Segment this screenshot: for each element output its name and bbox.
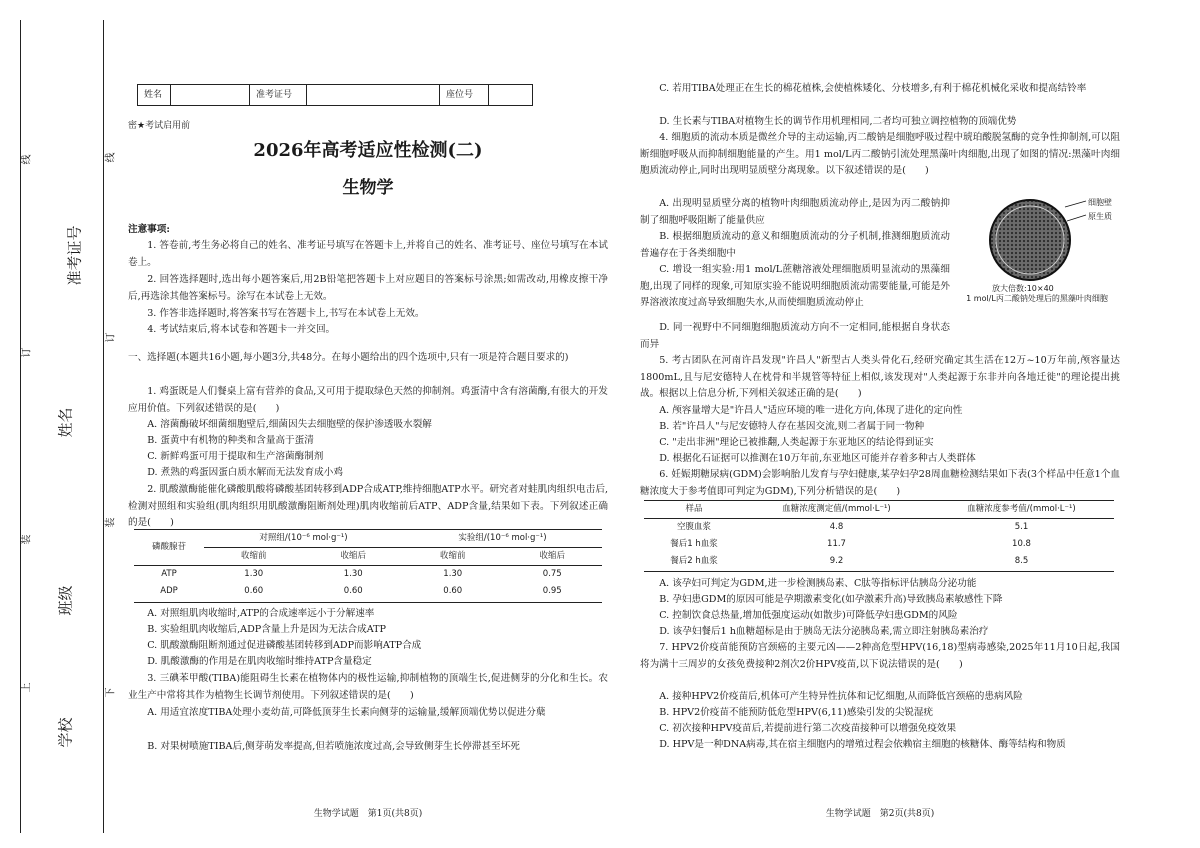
- note-4: 4. 考试结束后,将本试卷和答题卡一并交回。: [147, 324, 336, 335]
- margin-line-inner: [103, 20, 104, 833]
- q4-option-a: A. 出现明显质壁分离的植物叶肉细胞质流动停止,是因为丙二酸钠抑制了细胞呼吸阻断了能量供应: [640, 198, 950, 226]
- subject-title: 生物学: [342, 178, 394, 198]
- q5-option-d: D. 根据化石证据可以推测在10万年前,东亚地区可能并存着多种古人类群体: [659, 453, 976, 464]
- q6-table: [644, 501, 1114, 570]
- table-cell: 1.30: [244, 569, 264, 580]
- q6-option-c: C. 控制饮食总热量,增加低强度运动(如散步)可降低孕妇患GDM的风险: [659, 610, 958, 621]
- exam-no-field: [307, 85, 440, 106]
- q1-option-a: A. 溶菌酶破坏细菌细胞壁后,细菌因失去细胞壁的保护渗透吸水裂解: [147, 419, 432, 430]
- margin-label-exam-no: 准考证号: [65, 225, 84, 286]
- q7-stem: 7. HPV2价疫苗能预防宫颈癌的主要元凶——2种高危型HPV(16,18)型病毒感染,2025年11月10日起,我国将为满十三周岁的女孩免费接种2剂次2价HPV疫苗,以下说法错误的是( ): [640, 642, 1120, 670]
- q7-option-b: B. HPV2价疫苗不能预防低危型HPV(6,11)感染引发的尖锐湿疣: [659, 707, 934, 718]
- table-row: [644, 553, 1114, 570]
- q2-option-d: D. 肌酸激酶的作用是在肌肉收缩时维持ATP含量稳定: [147, 656, 372, 667]
- note-2: 2. 回答选择题时,选出每小题答案后,用2B铅笔把答题卡上对应题目的答案标号涂黑;如需改动,用橡皮擦干净后,再选涂其他答案标号。涂写在本试卷上无效。: [128, 274, 608, 302]
- table-cell: 4.8: [829, 522, 844, 533]
- q1-option-c: C. 新鲜鸡蛋可用于提取和生产溶菌酶制剂: [147, 451, 324, 462]
- name-field: [171, 85, 250, 106]
- q6-table-bottom-rule: [644, 571, 1114, 572]
- figure-label-protoplast: 原生质: [1088, 212, 1112, 221]
- q7-option-a: A. 接种HPV2价疫苗后,机体可产生特异性抗体和记忆细胞,从而降低宫颈癌的患病风险: [659, 691, 1023, 702]
- q1-option-d: D. 煮熟的鸡蛋因蛋白质水解而无法发育成小鸡: [147, 467, 343, 478]
- q2-option-b: B. 实验组肌肉收缩后,ADP含量上升是因为无法合成ATP: [147, 624, 386, 635]
- q2-th-control: 对照组/(10⁻⁶ mol·g⁻¹): [204, 530, 403, 548]
- q6-stem: 6. 妊娠期糖尿病(GDM)会影响胎儿发育与孕妇健康,某孕妇孕28周血糖检测结果如下表(3个样品中任意1个血糖浓度大于参考值即可判定为GDM),下列分析错误的是( ): [640, 469, 1120, 497]
- figure-magnification: 放大倍数:10×40: [992, 284, 1054, 293]
- q7-option-c: C. 初次接种HPV疫苗后,若提前进行第二次疫苗接种可以增强免疫效果: [659, 723, 957, 734]
- q6-option-d: D. 该孕妇餐后1 h血糖超标是由于胰岛无法分泌胰岛素,需立即注射胰岛素治疗: [659, 626, 989, 637]
- page-1-footer: 生物学试题 第1页(共8页): [313, 809, 423, 819]
- table-cell: 0.60: [244, 586, 264, 597]
- table-cell: 1.30: [443, 569, 463, 580]
- q5-option-c: C. "走出非洲"理论已被推翻,人类起源于东亚地区的结论得到证实: [659, 437, 934, 448]
- exam-page-1: [128, 0, 608, 848]
- exam-title: 2026年高考适应性检测(二): [253, 140, 483, 161]
- margin-label-bind: 订: [21, 347, 33, 358]
- q2-table-bottom-rule: [134, 602, 602, 603]
- q4-cell-figure: [966, 195, 1120, 320]
- q2-table: [134, 530, 602, 600]
- seat-label: 座位号: [440, 85, 489, 106]
- q2-th-exp-before: 收缩前: [439, 551, 466, 562]
- note-3: 3. 作答非选择题时,将答案书写在答题卡上,书写在本试卷上无效。: [147, 308, 425, 319]
- candidate-info-box: [137, 84, 533, 106]
- margin-label-up: 上: [21, 682, 33, 693]
- q2-stem: 2. 肌酸激酶能催化磷酸肌酸将磷酸基团转移到ADP合成ATP,维持细胞ATP水平。研究者对蛙肌肉组织电击后,检测对照组和实验组(肌肉组织用肌酸激酶阻断剂处理)肌肉收缩前后ATP、ADP含量,结果如下表。下列叙述正确的是( ): [128, 484, 608, 529]
- figure-caption: 1 mol/L丙二酸钠处理后的黑藻叶肉细胞: [966, 294, 1108, 303]
- margin-label-bind-inner: 订: [105, 332, 117, 343]
- table-row: [644, 536, 1114, 553]
- q2-row-label: ATP: [161, 569, 177, 580]
- q6-option-b: B. 孕妇患GDM的原因可能是孕期激素变化(如孕激素升高)导致胰岛素敏感性下降: [659, 594, 1003, 605]
- section-heading: 一、选择题(本题共16小题,每小题3分,共48分。在每小题给出的四个选项中,只有一项是符合题目要求的): [128, 352, 569, 363]
- figure-label-cell-wall: 细胞壁: [1088, 198, 1112, 207]
- margin-line-outer: [20, 20, 21, 833]
- margin-label-class: 班级: [56, 585, 75, 616]
- margin-label-line-inner: 线: [105, 152, 117, 163]
- table-row: [134, 566, 602, 584]
- q3-stem: 3. 三碘苯甲酸(TIBA)能阻碍生长素在植物体内的极性运输,抑制植物的顶端生长,促进侧芽的分化和生长。农业生产中常将其作为植物生长调节剂使用。下列叙述错误的是( ): [128, 673, 608, 701]
- table-row: [134, 583, 602, 600]
- q6-row-label: 空腹血浆: [676, 522, 711, 533]
- q6-th-measured: 血糖浓度测定值/(mmol·L⁻¹): [782, 504, 891, 515]
- table-cell: 0.60: [343, 586, 363, 597]
- table-cell: 11.7: [827, 539, 846, 550]
- margin-label-school: 学校: [56, 717, 75, 748]
- q4-option-c: C. 增设一组实验:用1 mol/L蔗糖溶液处理细胞质明显流动的黑藻细胞,出现了同样的现象,可知原实验不能说明细胞质流动需要能量,可能是外界溶液浓度过高导致细胞失水,从而使细胞质流动停止: [640, 264, 950, 309]
- q3-option-b: B. 对果树喷施TIBA后,侧芽萌发率提高,但若喷施浓度过高,会导致侧芽生长停滞甚至坏死: [147, 741, 520, 752]
- note-1: 1. 答卷前,考生务必将自己的姓名、准考证号填写在答题卡上,并将自己的姓名、准考证号、座位号填写在本试卷上。: [128, 240, 608, 268]
- q6-row-label: 餐后2 h血浆: [670, 556, 718, 567]
- q3-option-c: C. 若用TIBA处理正在生长的棉花植株,会使植株矮化、分枝增多,有利于棉花机械化采收和提高结铃率: [659, 83, 1087, 94]
- q2-th-exp-after: 收缩后: [539, 551, 565, 562]
- name-label: 姓名: [138, 85, 171, 106]
- table-cell: 1.30: [343, 569, 363, 580]
- q5-option-b: B. 若"许昌人"与尼安德特人存在基因交流,则二者属于同一物种: [659, 421, 925, 432]
- margin-label-line: 线: [21, 154, 33, 165]
- q4-stem: 4. 细胞质的流动本质是微丝介导的主动运输,丙二酸钠是细胞呼吸过程中琥珀酸脱氢酶的竞争性抑制剂,可以阻断细胞呼吸从而抑制细胞能量的产生。用1 mol/L丙二酸钠引流处理黑藻叶肉细胞,出现了如图的情况:黑藻叶肉细胞质流动停止,同时出现明显质壁分离现象。以下叙述错误的是( ): [640, 132, 1120, 177]
- q2-option-a: A. 对照组肌肉收缩时,ATP的合成速率远小于分解速率: [147, 608, 375, 619]
- margin-label-seal: 装: [21, 534, 33, 545]
- exam-no-label: 准考证号: [250, 85, 307, 106]
- binding-margin: [0, 0, 125, 848]
- q6-th-sample: 样品: [685, 504, 703, 515]
- q6-option-a: A. 该孕妇可判定为GDM,进一步检测胰岛素、C肽等指标评估胰岛分泌功能: [659, 578, 977, 589]
- table-row: [644, 519, 1114, 537]
- table-cell: 0.60: [443, 586, 463, 597]
- q2-th-experimental: 实验组/(10⁻⁶ mol·g⁻¹): [403, 530, 602, 548]
- q6-row-label: 餐后1 h血浆: [670, 539, 718, 550]
- q2-row-label: ADP: [160, 586, 178, 597]
- table-cell: 0.75: [542, 569, 562, 580]
- table-cell: 9.2: [829, 556, 844, 567]
- table-cell: 8.5: [1014, 556, 1029, 567]
- margin-label-down: 下: [105, 687, 117, 698]
- table-cell: 10.8: [1012, 539, 1031, 550]
- q5-stem: 5. 考古团队在河南许昌发现"许昌人"新型古人类头骨化石,经研究确定其生活在12万~10万年前,颅容量达1800mL,且与尼安德特人在枕骨和半规管等特征上相似,该发现对"人类起源于东非并向各地迁徙"的理论提出挑战。根据以上信息分析,下列相关叙述正确的是( ): [640, 355, 1120, 400]
- seat-field: [489, 85, 533, 106]
- margin-label-seal-inner: 装: [105, 517, 117, 528]
- table-cell: 0.95: [542, 586, 562, 597]
- q1-option-b: B. 蛋黄中有机物的种类和含量高于蛋清: [147, 435, 314, 446]
- q1-stem: 1. 鸡蛋既是人们餐桌上富有营养的食品,又可用于提取绿色天然的抑制剂。鸡蛋清中含有溶菌酶,有很大的开发应用价值。下列叙述错误的是( ): [128, 386, 608, 414]
- q2-th-nucleotide: 磷酸腺苷: [151, 542, 186, 553]
- notes-heading: 注意事项:: [128, 224, 170, 235]
- secret-mark: 密★考试启用前: [128, 121, 191, 131]
- q3-option-d: D. 生长素与TIBA对植物生长的调节作用机理相同,二者均可独立调控植物的顶端优势: [659, 116, 1017, 127]
- q7-option-d: D. HPV是一种DNA病毒,其在宿主细胞内的增殖过程会依赖宿主细胞的核糖体、酶等结构和物质: [659, 739, 1066, 750]
- table-cell: 5.1: [1014, 522, 1029, 533]
- q2-th-control-after: 收缩后: [340, 551, 366, 562]
- q4-option-b: B. 根据细胞质流动的意义和细胞质流动的分子机制,推测细胞质流动普遍存在于各类细胞中: [640, 231, 950, 259]
- page-2-footer: 生物学试题 第2页(共8页): [825, 809, 935, 819]
- q3-option-a: A. 用适宜浓度TIBA处理小麦幼苗,可降低顶芽生长素向侧芽的运输量,缓解顶端优势以促进分蘖: [147, 707, 546, 718]
- q4-option-d: D. 同一视野中不同细胞细胞质流动方向不一定相同,能根据自身状态而异: [640, 322, 950, 350]
- q6-th-reference: 血糖浓度参考值/(mmol·L⁻¹): [967, 504, 1076, 515]
- q2-option-c: C. 肌酸激酶阻断剂通过促进磷酸基团转移到ADP而影响ATP合成: [147, 640, 422, 651]
- margin-label-name: 姓名: [56, 407, 75, 438]
- q5-option-a: A. 颅容量增大是"许昌人"适应环境的唯一进化方向,体现了进化的定向性: [659, 405, 963, 416]
- q2-th-control-before: 收缩前: [240, 551, 267, 562]
- exam-page-2: [640, 0, 1120, 848]
